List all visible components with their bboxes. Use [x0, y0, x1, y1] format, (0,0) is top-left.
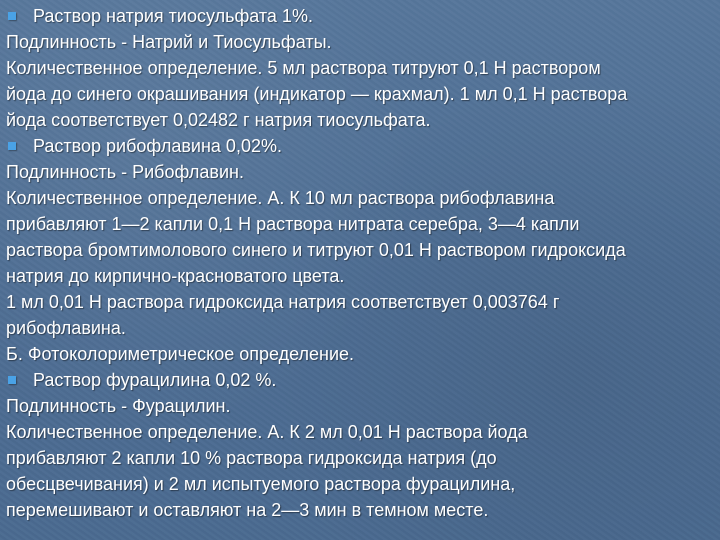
text-line: Количественное определение. 5 мл раствора титруют 0,1 Н раствором — [6, 58, 601, 78]
text-line: перемешивают и оставляют на 2—3 мин в темном месте. — [6, 500, 489, 520]
bullet-item-sodium-thiosulfate — [6, 3, 313, 29]
text-line: Количественное определение. А. К 2 мл 0,01 Н раствора йода — [6, 422, 528, 442]
square-bullet-icon — [8, 376, 16, 384]
square-bullet-icon — [8, 142, 16, 150]
text-line: йода соответствует 0,02482 г натрия тиосульфата. — [6, 110, 431, 130]
text-line: 1 мл 0,01 Н раствора гидроксида натрия соответствует 0,003764 г — [6, 292, 560, 312]
slide-content — [6, 3, 716, 537]
text-line: натрия до кирпично-красноватого цвета. — [6, 266, 345, 286]
text-line: прибавляют 2 капли 10 % раствора гидроксида натрия (до — [6, 448, 497, 468]
text-line: рибофлавина. — [6, 318, 126, 338]
text-line: йода до синего окрашивания (индикатор — крахмал). 1 мл 0,1 Н раствора — [6, 84, 628, 104]
bullet-item-riboflavin — [6, 133, 282, 159]
text-line: Подлинность - Рибофлавин. — [6, 162, 244, 182]
square-bullet-icon — [8, 12, 16, 20]
text-line: Б. Фотоколориметрическое определение. — [6, 344, 355, 364]
line-text: Раствор фурацилина 0,02 %. — [33, 370, 277, 390]
bullet-item-furacilin — [6, 367, 276, 393]
text-line: Подлинность - Фурацилин. — [6, 396, 231, 416]
text-line: обесцвечивания) и 2 мл испытуемого раствора фурацилина, — [6, 474, 516, 494]
text-line: Количественное определение. А. К 10 мл раствора рибофлавина — [6, 188, 555, 208]
text-line: Подлинность - Натрий и Тиосульфаты. — [6, 32, 332, 52]
line-text: Раствор рибофлавина 0,02%. — [33, 136, 282, 156]
text-line: раствора бромтимолового синего и титруют 0,01 Н раствором гидроксида — [6, 240, 626, 260]
text-line: прибавляют 1—2 капли 0,1 Н раствора нитрата серебра, 3—4 капли — [6, 214, 580, 234]
line-text: Раствор натрия тиосульфата 1%. — [33, 6, 313, 26]
